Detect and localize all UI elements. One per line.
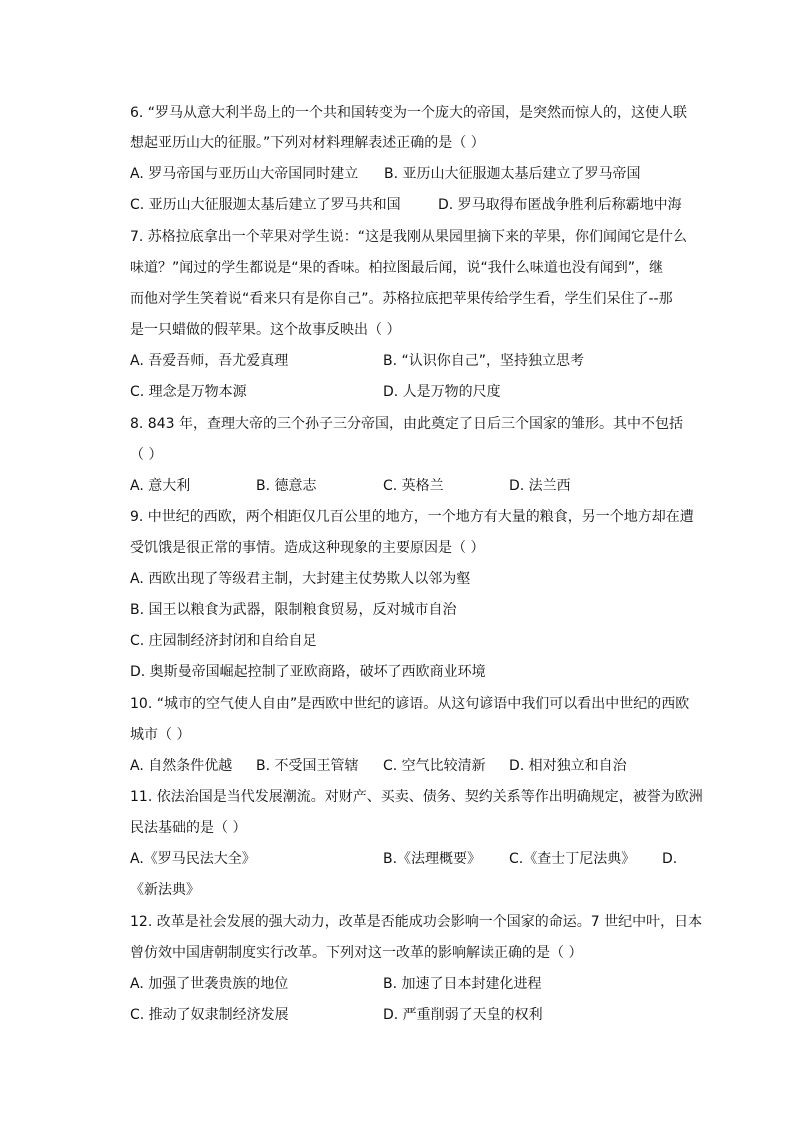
q10-stem-line-2: 城市（ ） bbox=[130, 727, 191, 743]
q6-option-a: A. 罗马帝国与亚历山大帝国同时建立 bbox=[130, 166, 359, 182]
q6-option-c: C. 亚历山大征服迦太基后建立了罗马共和国 bbox=[130, 197, 401, 213]
q7-stem-line-3: 而他对学生笑着说“看来只有是你自己”。苏格拉底把苹果传给学生看，学生们呆住了--那 bbox=[130, 291, 673, 307]
q9-option-c: C. 庄园制经济封闭和自给自足 bbox=[130, 633, 317, 649]
q7-option-c: C. 理念是万物本源 bbox=[130, 384, 247, 400]
q12-option-d: D. 严重削弱了天皇的权利 bbox=[383, 1007, 543, 1023]
q12-option-b: B. 加速了日本封建化进程 bbox=[383, 976, 542, 992]
q11-option-c: C.《查士丁尼法典》 bbox=[509, 851, 636, 867]
q12-stem-line-1: 12. 改革是社会发展的强大动力，改革是否能成功会影响一个国家的命运。7 世纪中叶，日本 bbox=[130, 914, 703, 930]
q7-option-d: D. 人是万物的尺度 bbox=[383, 384, 501, 400]
q11-stem-line-2: 民法基础的是（ ） bbox=[130, 820, 247, 836]
q9-stem-line-2: 受饥饿是很正常的事情。造成这种现象的主要原因是（ ） bbox=[130, 540, 485, 556]
q7-option-a: A. 吾爱吾师，吾尤爱真理 bbox=[130, 353, 289, 369]
q10-option-b: B. 不受国王管辖 bbox=[256, 758, 359, 774]
q7-stem-line-1: 7. 苏格拉底拿出一个苹果对学生说：“这是我刚从果园里摘下来的苹果，你们闻闻它是什么 bbox=[130, 229, 688, 245]
q9-stem-line-1: 9. 中世纪的西欧，两个相距仅几百公里的地方，一个地方有大量的粮食，另一个地方却在遭 bbox=[130, 509, 694, 525]
q10-option-d: D. 相对独立和自治 bbox=[509, 758, 627, 774]
q8-stem-line-2: （ ） bbox=[130, 447, 163, 463]
q7-stem-line-2: 味道？”闻过的学生都说是“果的香味。柏拉图最后闻，说“我什么味道也没有闻到”，继 bbox=[130, 260, 664, 276]
q10-option-a: A. 自然条件优越 bbox=[130, 758, 233, 774]
q7-stem-line-4: 是一只蜡做的假苹果。这个故事反映出（ ） bbox=[130, 322, 401, 338]
q11-option-d: D. bbox=[662, 851, 678, 867]
q11-stem-line-1: 11. 依法治国是当代发展潮流。对财产、买卖、债务、契约关系等作出明确规定，被誉为欧洲 bbox=[130, 789, 703, 805]
q8-option-c: C. 英格兰 bbox=[383, 478, 444, 494]
q6-stem-line-1: 6. “罗马从意大利半岛上的一个共和国转变为一个庞大的帝国，是突然而惊人的，这使人联 bbox=[130, 105, 688, 121]
q12-option-a: A. 加强了世袭贵族的地位 bbox=[130, 976, 289, 992]
q8-option-b: B. 德意志 bbox=[256, 478, 317, 494]
q8-option-d: D. 法兰西 bbox=[509, 478, 571, 494]
q11-option-b: B.《法理概要》 bbox=[383, 851, 482, 867]
q9-option-a: A. 西欧出现了等级君主制，大封建主仗势欺人以邻为壑 bbox=[130, 571, 471, 587]
q8-stem-line-1: 8. 843 年，查理大帝的三个孙子三分帝国，由此奠定了日后三个国家的雏形。其中不包括 bbox=[130, 416, 683, 432]
q12-option-c: C. 推动了奴隶制经济发展 bbox=[130, 1007, 289, 1023]
q11-option-d-continued: 《新法典》 bbox=[130, 882, 200, 898]
q6-option-b: B. 亚历山大征服迦太基后建立了罗马帝国 bbox=[384, 166, 641, 182]
q12-stem-line-2: 曾仿效中国唐朝制度实行改革。下列对这一改革的影响解读正确的是（ ） bbox=[130, 945, 583, 961]
q6-option-d: D. 罗马取得布匿战争胜利后称霸地中海 bbox=[438, 197, 682, 213]
q8-option-a: A. 意大利 bbox=[130, 478, 191, 494]
q6-stem-line-2: 想起亚历山大的征服。”下列对材料理解表述正确的是（ ） bbox=[130, 135, 485, 151]
q10-option-c: C. 空气比较清新 bbox=[383, 758, 486, 774]
q10-stem-line-1: 10. “城市的空气使人自由”是西欧中世纪的谚语。从这句谚语中我们可以看出中世纪的西欧 bbox=[130, 696, 690, 712]
q7-option-b: B. “认识你自己”，坚持独立思考 bbox=[383, 353, 585, 369]
q9-option-b: B. 国王以粮食为武器，限制粮食贸易，反对城市自治 bbox=[130, 602, 457, 618]
q9-option-d: D. 奥斯曼帝国崛起控制了亚欧商路，破坏了西欧商业环境 bbox=[130, 664, 486, 680]
q11-option-a: A.《罗马民法大全》 bbox=[130, 851, 256, 867]
